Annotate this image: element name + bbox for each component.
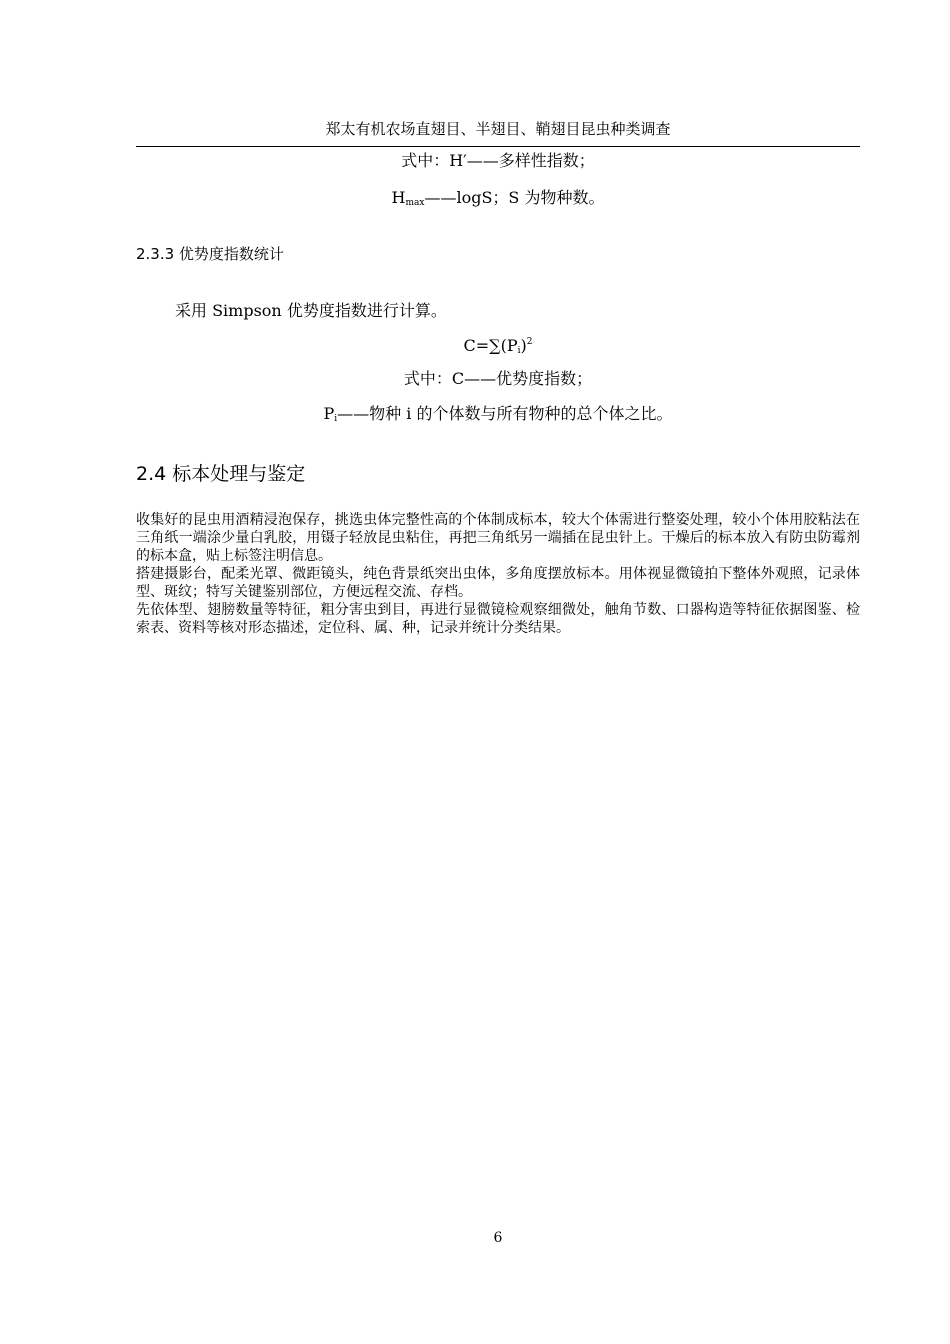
simpson-formula-subscript: i	[517, 346, 521, 356]
simpson-formula-lhs: C=∑(P	[463, 336, 518, 355]
hmax-symbol: H	[391, 188, 406, 207]
simpson-formula	[136, 335, 860, 357]
hmax-definition: ——logS；S 为物种数。	[424, 188, 605, 207]
simpson-formula-superscript: 2	[526, 337, 533, 347]
body-paragraph: 搭建摄影台，配柔光罩、微距镜头，纯色背景纸突出虫体，多角度摆放标本。用体视显微镜拍下整体外观照，记录体型、斑纹；特写关键鉴别部位，方便远程交流、存档。	[136, 566, 860, 600]
simpson-intro-paragraph: 采用 Simpson 优势度指数进行计算。	[175, 301, 447, 320]
hmax-subscript: max	[405, 198, 425, 208]
section-heading-2-3-3: 2.3.3 优势度指数统计	[136, 245, 284, 263]
section-heading-2-4: 2.4 标本处理与鉴定	[136, 463, 306, 485]
page-number: 6	[493, 1230, 503, 1246]
formula-note-diversity-index: 式中：H′——多样性指数；	[401, 151, 595, 170]
formula-note-dominance-index: 式中：C——优势度指数；	[403, 369, 593, 388]
running-header: 郑太有机农场直翅目、半翅目、鞘翅目昆虫种类调查	[325, 120, 671, 138]
header-divider	[136, 146, 860, 147]
body-paragraph: 先依体型、翅膀数量等特征，粗分害虫到目，再进行显微镜检观察细微处，触角节数、口器构造等特征依据图鉴、检索表、资料等核对形态描述，定位科、属、种，记录并统计分类结果。	[136, 602, 860, 636]
specimen-processing-body	[136, 511, 860, 637]
body-paragraph: 收集好的昆虫用酒精浸泡保存，挑选虫体完整性高的个体制成标本，较大个体需进行整姿处理，较小个体用胶粘法在三角纸一端涂少量白乳胶，用镊子轻放昆虫粘住，再把三角纸另一端插在昆虫针上。干燥后的标本放入有防虫防霉剂的标本盒，贴上标签注明信息。	[136, 512, 860, 564]
formula-note-pi	[136, 403, 860, 425]
pi-symbol: P	[323, 404, 335, 423]
formula-note-hmax	[136, 187, 860, 209]
simpson-formula-close: )	[520, 336, 527, 355]
pi-subscript: i	[334, 414, 338, 424]
pi-definition: ——物种 i 的个体数与所有物种的总个体之比。	[337, 404, 673, 423]
